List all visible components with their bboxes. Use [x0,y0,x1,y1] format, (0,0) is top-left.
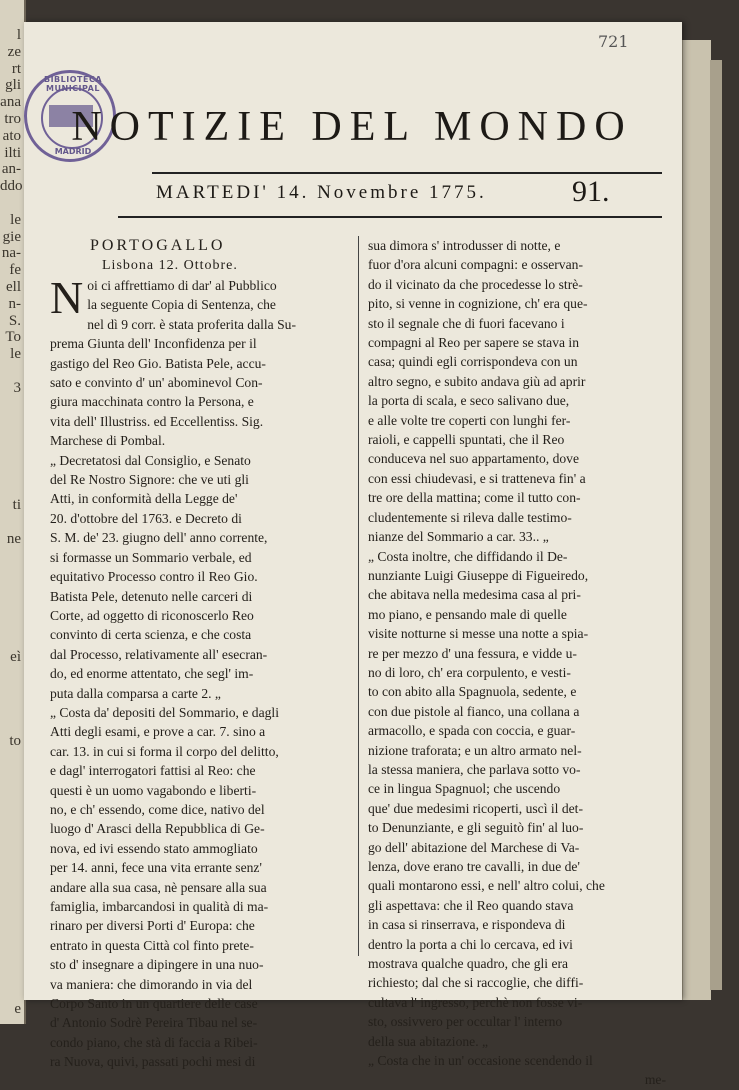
text-line: ce in lingua Spagnuol; che uscendo [368,781,561,797]
text-line: no di loro, ch' era corpulento, e vesti- [368,664,571,680]
text-line: e alle volte tre coperti con lunghi fer- [368,412,571,428]
left-page-fragment: tro [4,112,21,127]
text-line: cultava l' ingresso, perchè non fosse vi- [368,994,583,1010]
text-line: dentro la porta a chi lo cercava, ed ivi [368,936,573,952]
left-page-fragment: ana [0,95,21,111]
left-page-fragment: le [10,347,21,363]
text-line: mostrava qualche quadro, che gli era [368,956,569,972]
text-line: sto d' insegnare a dipingere in una nuo- [50,957,264,973]
text-line: casa; quindi egli corrispondeva con un [368,354,578,370]
text-line: Atti, in conformità della Legge de' [50,491,238,507]
text-line: armacollo, e spada con coccia, e guar- [368,723,576,739]
text-line: della sua abitazione. „ [368,1033,489,1049]
left-page-fragment: To [5,330,21,346]
text-line: oi ci affrettiamo di dar' al Pubblico [87,278,277,293]
text-line: re per mezzo d' una fessura, e vidde u- [368,645,577,661]
text-line: sto, ossivvero per occultar l' interno [368,1014,563,1030]
text-line: d' Antonio Sodrè Pereira Tibau nel se- [50,1015,258,1031]
article-dateline: Lisbona 12. Ottobre. [102,258,238,273]
left-page-fragment: ell [6,280,21,295]
text-line: condo piano, che stà di faccia a Ribei- [50,1034,258,1050]
left-page-fragment: gie [2,229,21,245]
text-line: „ Decretatosi dal Consiglio, e Senato [50,452,251,468]
text-line: va maniera: che dimorando in via del [50,976,253,992]
left-page-fragment: ti [12,498,21,514]
text-line: que' due medesimi ricoperti, uscì il det- [368,800,583,816]
text-line: visite notturne si messe una notte a spia- [368,626,589,642]
left-page-fragment: fe [9,263,21,279]
text-line: prema Giunta dell' Inconfidenza per il [50,336,257,352]
text-line: me- [644,1072,666,1088]
text-line: lenza, dove erano tre cavalli, in due de' [368,859,580,874]
text-line: to con abito alla Spagnuola, sedente, e [368,684,577,700]
text-line: ra Nuova, quivi, passati pochi mesi di [50,1054,256,1070]
newspaper-page [24,22,682,1088]
text-line: compagni al Reo per sapere se stava in [368,335,580,351]
left-page-fragment: S. [8,313,21,329]
left-page-fragment: ddo [0,179,23,195]
article-text-left [50,272,352,1072]
text-line: la porta di scala, e seco salivano due, [368,393,570,409]
text-line: Atti degli esami, e prove a car. 7. sino a [50,724,266,740]
text-line: Corpo Santo in un quartiere delle case [50,996,258,1012]
text-line: „ Costa da' depositi del Sommario, e dagli [50,704,279,720]
masthead-title: NOTIZIE DEL MONDO [71,104,633,150]
text-line: puta dalla comparsa a carte 2. „ [50,685,221,701]
stamp-top-text: BIBLIOTECA MUNICIPAL [43,75,103,93]
text-line: in casa si rinserrava, e rispondeva di [368,917,566,933]
text-line: con essi chiudevasi, e si tratteneva fin' a [368,470,586,486]
text-line: dal Processo, relativamente all' esecran- [50,646,268,662]
column-divider [358,236,359,956]
left-page-fragment: l [16,28,21,43]
text-line: nova, ed ivi essendo stato ammogliato [50,840,258,856]
text-line: del Re Nostro Signore: che ve uti gli [50,472,249,488]
text-line: go dell' abitazione del Marchese di Va- [368,839,580,855]
text-line: sato e convinto d' un' abominevol Con- [50,375,263,391]
text-line: luogo d' Arasci della Repubblica di Ge- [50,821,265,837]
masthead-rule-bottom [118,216,662,218]
text-line: per 14. anni, fece una vita errante senz' [50,860,262,876]
left-page-fragment: gli [5,78,21,94]
text-line: no, e ch' essendo, come dice, nativo del [50,801,265,817]
text-line: tre ore della mattina; come il tutto con- [368,490,581,506]
left-page-fragment: na- [1,246,21,262]
text-line: entrato in questa Città col finto prete- [50,937,254,953]
text-line: do, ed enorme attentato, che segl' im- [50,666,254,682]
column-right [368,236,666,1090]
text-line: Marchese di Pombal. [50,433,166,449]
text-line: car. 13. in cui si forma il corpo del delitto, [50,743,279,759]
text-line: mo piano, e pensando male di quelle [368,606,567,622]
text-line: che abitava nella medesima casa al pri- [368,587,581,603]
text-line: andare alla sua casa, nè pensare alla sua [50,879,267,895]
left-page-fragment: ato [2,128,21,144]
text-line: rinaro per diversi Porti d' Europa: che [50,918,255,934]
left-page-margin [0,0,26,1024]
left-page-fragment: eì [10,649,21,665]
text-line: nunziante Luigi Giuseppe di Figueiredo, [368,567,589,583]
text-line: Corte, ad oggetto di riconoscerlo Reo [50,607,254,623]
text-line: „ Costa che in un' occasione scendendo il [368,1053,593,1069]
left-page-fragment: rt [11,61,21,77]
drop-cap: N [50,272,84,323]
text-line: la seguente Copia di Sentenza, che [87,297,276,313]
text-line: S. M. de' 23. giugno dell' anno corrente, [50,530,268,546]
text-line: nianze del Sommario a car. 33.. „ [368,529,549,545]
text-line: nizione traforata; e un altro armato nel- [368,742,582,758]
column-left [50,236,352,1072]
text-line: famiglia, imbarcandosi in qualità di ma- [50,899,269,914]
text-line: „ Costa inoltre, che diffidando il De- [368,548,568,564]
left-page-fragment: an- [1,162,21,178]
issue-number: 91. [572,175,610,208]
text-line: conduceva nel suo appartamento, dove [368,451,580,467]
text-line: vita dell' Illustriss. ed Eccellentiss. Sig. [50,413,264,429]
left-page-fragment: e [14,1002,21,1018]
text-line: sua dimora s' introdusser di notte, e [368,238,561,253]
left-page-fragment: ilti [4,145,21,161]
page-edge-shadow [710,60,722,990]
text-line: fuor d'ora alcuni compagni: e osservan- [368,257,583,273]
text-line: altro segno, e subito andava giù ad aprir [368,373,586,389]
text-line: raioli, e cappelli spuntati, che il Reo [368,432,565,448]
text-line: do il vicinato da che procedesse lo strè- [368,276,583,292]
section-heading: PORTOGALLO [90,237,226,254]
left-page-fragment: ze [7,44,21,60]
text-line: equitativo Processo contro il Reo Gio. [50,569,258,585]
text-line: quali montarono essi, e nell' altro colui, che [368,878,605,894]
page-edge [682,40,711,1000]
text-line: 20. d'ottobre del 1763. e Decreto di [50,510,242,526]
article-text-right [368,236,666,1090]
text-line: Batista Pele, detenuto nelle carceri di [50,588,253,604]
text-line: questi è un uomo vagabondo e liberti- [50,782,257,798]
text-line: gastigo del Reo Gio. Batista Pele, accu- [50,355,266,371]
text-line: sto il segnale che di fuori facevano i [368,315,565,331]
stamp-bottom-text: MADRID [54,147,92,156]
text-line: con due pistole al fianco, una collana a [368,703,580,719]
left-page-fragment: n- [8,296,21,312]
text-line: convinto di certa scienza, e che costa [50,627,252,643]
text-line: nel dì 9 corr. è stata proferita dalla Su- [87,316,296,332]
left-page-fragment: 3 [13,380,21,396]
text-line: to Denunziante, e gli seguitò fin' al luo- [368,820,584,836]
left-page-fragment: le [10,212,21,228]
left-page-fragment: ne [6,532,21,547]
text-line: giura macchinata contro la Persona, e [50,394,254,410]
text-line: si formasse un Sommario verbale, ed [50,549,252,565]
text-line: gli aspettava: che il Reo quando stava [368,897,574,913]
text-line: richiesto; dal che si raccoglie, che diffi- [368,975,584,991]
text-line: cludentemente si rileva dalle testimo- [368,509,572,525]
text-line: la stessa maniera, che parlava sotto vo- [368,761,581,777]
issue-dateline: MARTEDI' 14. Novembre 1775. [156,182,487,203]
text-line: pito, si venne in cognizione, ch' era que- [368,296,588,312]
left-page-fragment: to [9,733,21,749]
page-number: 721 [598,32,629,51]
masthead-rule-top [152,172,662,174]
text-line: e dagl' interrogatori fattisi al Reo: che [50,763,256,779]
